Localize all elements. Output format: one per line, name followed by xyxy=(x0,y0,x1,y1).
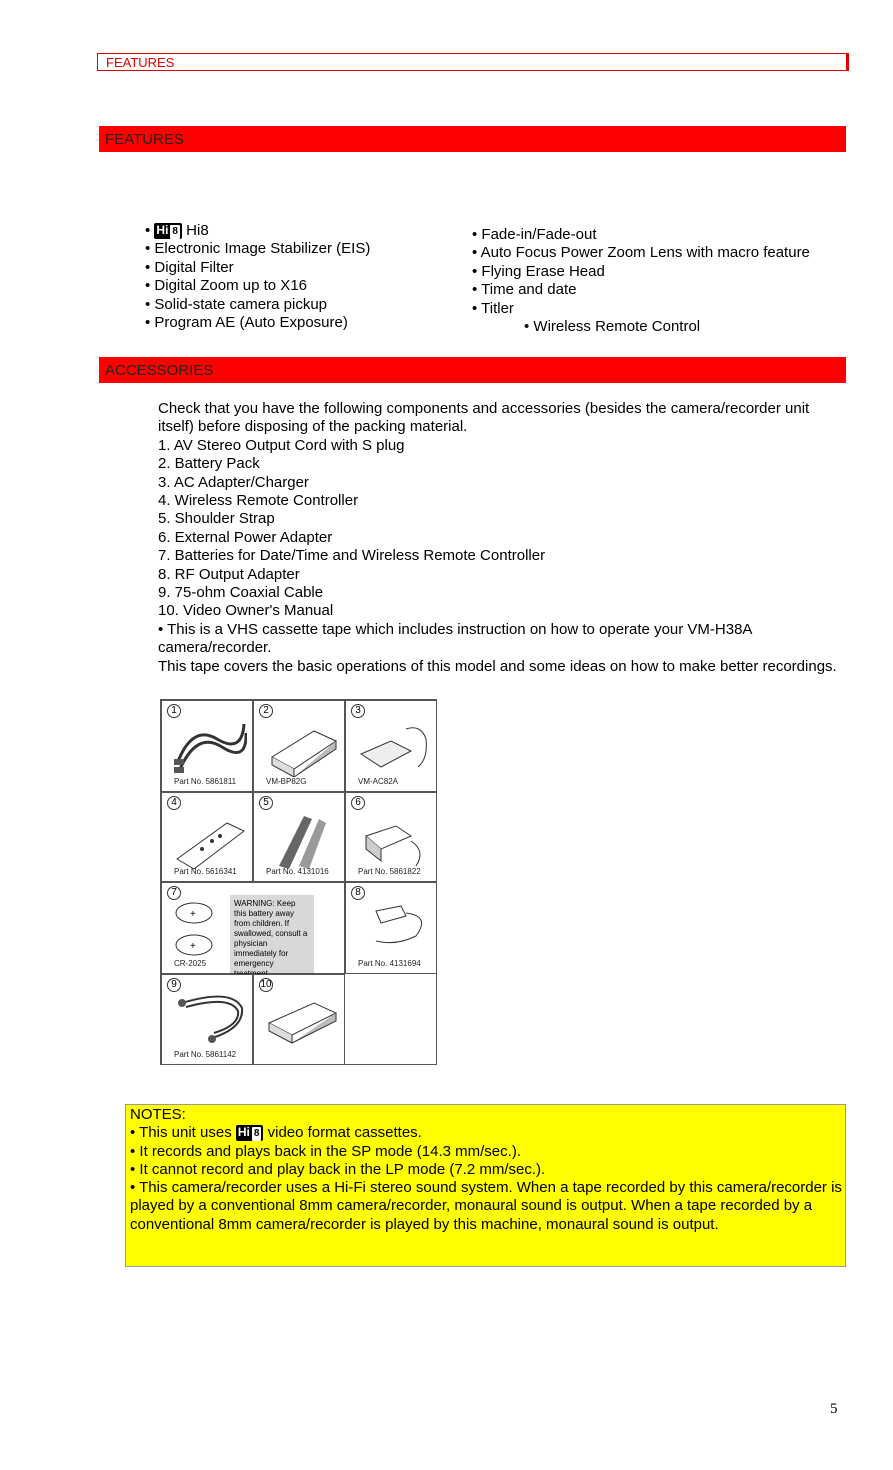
accessory-item: 2. Battery Pack xyxy=(158,455,260,473)
hi8-logo-icon: Hi 8 xyxy=(154,223,182,239)
note-line: • This camera/recorder uses a Hi-Fi stereo sound system. When a tape recorded by this camera/recorder is played by a conventional 8mm camera/recorder, monaural sound is output. When a tape recorded by a conventional 8mm camera/recorder is played by this machine, monaural sound is output. xyxy=(130,1179,842,1233)
accessories-heading-bar xyxy=(99,357,846,383)
power-adapter-icon xyxy=(356,811,431,869)
accessory-item: 1. AV Stereo Output Cord with S plug xyxy=(158,436,405,454)
notes-title: NOTES: xyxy=(130,1106,186,1123)
accessory-item: 10. Video Owner's Manual xyxy=(158,602,334,620)
svg-text:+: + xyxy=(190,941,196,952)
figure-cell: 8 Part No. 4131694 xyxy=(345,882,437,974)
ac-adapter-icon xyxy=(356,719,431,777)
accessories-intro: Check that you have the following components and accessories (besides the camera/recorder unit itself) before disposing of the packing material. xyxy=(158,400,810,436)
feature-item: • Electronic Image Stabilizer (EIS) xyxy=(145,240,371,258)
figure-cell: 3 VM-AC82A xyxy=(345,700,437,792)
shoulder-strap-icon xyxy=(264,811,339,869)
feature-item: • Digital Zoom up to X16 xyxy=(145,277,307,295)
features-heading: FEATURES xyxy=(105,131,184,148)
remote-controller-icon xyxy=(172,811,247,869)
svg-text:+: + xyxy=(190,909,196,920)
note-line: • This unit uses Hi 8 video format cassettes. xyxy=(130,1124,422,1142)
av-cord-icon xyxy=(172,719,247,777)
note-line: • It records and plays back in the SP mode (14.3 mm/sec.). xyxy=(130,1142,521,1160)
top-tab[interactable] xyxy=(97,53,849,71)
figure-cell: 2 VM-BP82G xyxy=(253,700,345,792)
accessories-text xyxy=(158,400,838,676)
vhs-cassette-icon xyxy=(264,993,339,1051)
page-number: 5 xyxy=(830,1401,838,1417)
accessories-heading: ACCESSORIES xyxy=(105,362,214,379)
rf-adapter-icon xyxy=(356,901,431,959)
battery-pack-icon xyxy=(264,719,339,777)
figure-cell: 6 Part No. 5861822 xyxy=(345,792,437,882)
accessory-item: 7. Batteries for Date/Time and Wireless Remote Controller xyxy=(158,547,546,565)
note-line: • It cannot record and play back in the LP mode (7.2 mm/sec.). xyxy=(130,1160,546,1178)
feature-item: • Solid-state camera pickup xyxy=(145,295,327,313)
feature-item: • Digital Filter xyxy=(145,258,234,276)
accessory-item: 6. External Power Adapter xyxy=(158,528,333,546)
feature-item: • Titler xyxy=(472,299,514,317)
feature-item: • Fade-in/Fade-out xyxy=(472,226,597,243)
features-heading-bar xyxy=(99,126,846,152)
feature-item: • Flying Erase Head xyxy=(472,262,605,280)
vhs-note-2: This tape covers the basic operations of this model and some ideas on how to make better recordings. xyxy=(158,657,837,675)
feature-item: • Program AE (Auto Exposure) xyxy=(145,314,348,332)
figure-cell: 10 xyxy=(253,974,345,1065)
coaxial-cable-icon xyxy=(172,993,247,1051)
accessories-figure xyxy=(160,699,437,1065)
accessory-item: 8. RF Output Adapter xyxy=(158,565,300,583)
figure-cell: 5 Part No. 4131016 xyxy=(253,792,345,882)
feature-item: • Time and date xyxy=(472,281,577,299)
vhs-note: • This is a VHS cassette tape which includes instruction on how to operate your VM-H38A camera/recorder. xyxy=(158,620,752,657)
figure-cell: 9 Part No. 5861142 xyxy=(161,974,253,1065)
features-right-list xyxy=(472,226,810,336)
notes-box xyxy=(125,1104,846,1267)
figure-cell: 7 + + WARNING: Keep this battery away from children. If swallowed, consult a physician immediately for emergency CR-2025 xyxy=(161,882,345,974)
accessory-item: 3. AC Adapter/Charger xyxy=(158,473,309,491)
hi8-logo-icon: Hi 8 xyxy=(236,1125,264,1141)
figure-cell: 4 Part No. 5616341 xyxy=(161,792,253,882)
accessory-item: 9. 75-ohm Coaxial Cable xyxy=(158,584,324,602)
feature-item: • Auto Focus Power Zoom Lens with macro feature xyxy=(472,244,810,262)
features-left-list xyxy=(145,222,370,332)
accessory-item: 4. Wireless Remote Controller xyxy=(158,492,359,510)
accessory-item: 5. Shoulder Strap xyxy=(158,510,275,528)
feature-item: • Hi 8 Hi8 xyxy=(145,222,209,239)
top-tab-label: FEATURES xyxy=(106,55,175,70)
feature-item: • Wireless Remote Control xyxy=(524,318,701,336)
battery-warning: WARNING: Keep this battery away from children. If swallowed, consult a physician immediately for emergency xyxy=(230,895,314,973)
figure-cell: 1 Part No. 5861811 xyxy=(161,700,253,792)
